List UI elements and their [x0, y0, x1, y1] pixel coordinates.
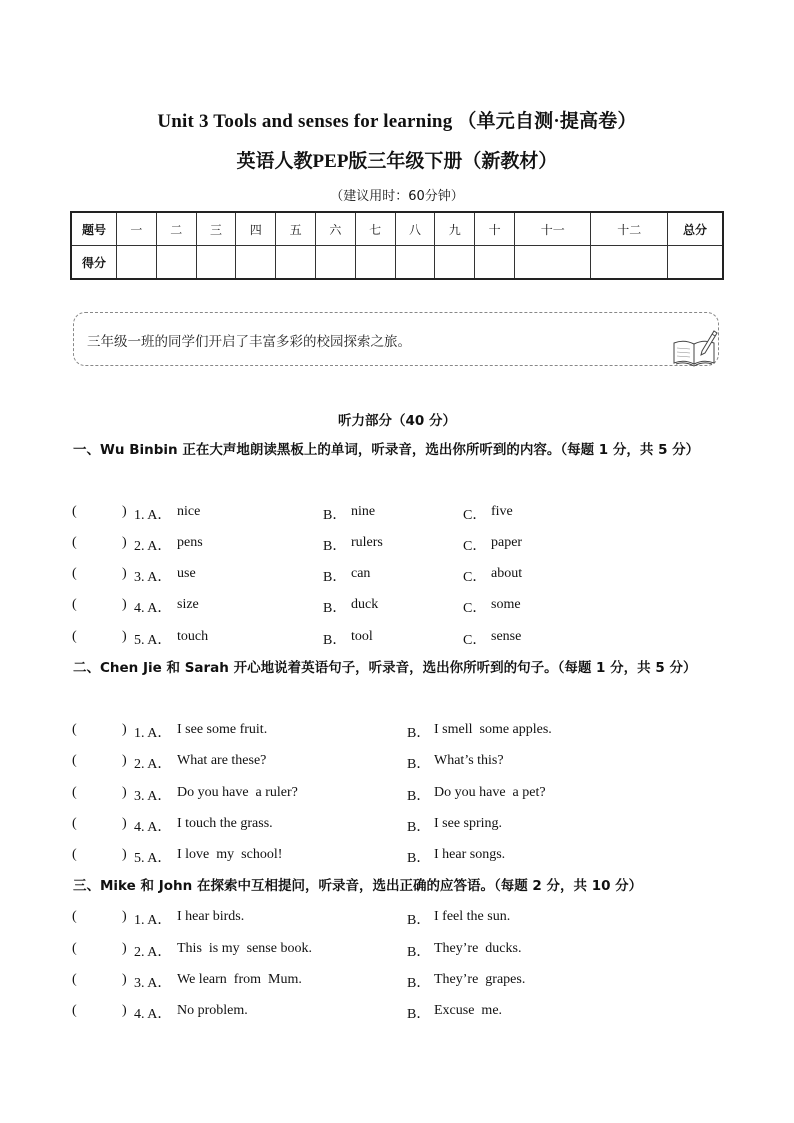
answer-paren-close: ): [122, 753, 127, 768]
answer-paren-close: ): [122, 941, 127, 956]
option-a: No problem.: [177, 1003, 248, 1018]
answer-paren-open[interactable]: (: [72, 785, 77, 800]
option-b: They’re ducks.: [434, 941, 522, 956]
score-cell[interactable]: [355, 246, 395, 280]
option-a: touch: [177, 629, 209, 644]
question-row: [72, 566, 732, 586]
option-a: I see some fruit.: [177, 722, 268, 737]
answer-paren-close: ): [122, 535, 127, 550]
answer-paren-open[interactable]: (: [72, 535, 77, 550]
question-number: 4. A．: [134, 1007, 172, 1022]
question-number: 3. A．: [134, 976, 172, 991]
option-b-label: B．: [407, 851, 431, 866]
question-number: 1. A．: [134, 508, 172, 523]
answer-paren-close: ): [122, 972, 127, 987]
answer-paren-close: ): [122, 785, 127, 800]
score-table-col: 八: [395, 212, 435, 246]
option-c: sense: [491, 629, 522, 644]
option-b-label: B．: [407, 945, 431, 960]
score-table-header-row: [71, 212, 723, 246]
answer-paren-open[interactable]: (: [72, 1003, 77, 1018]
question-number: 5. A．: [134, 851, 172, 866]
time-note: （建议用时：60分钟）: [330, 189, 464, 204]
option-b: duck: [351, 597, 379, 612]
score-table-row-label: 题号: [71, 212, 117, 246]
question-row: [72, 909, 732, 929]
answer-paren-open[interactable]: (: [72, 597, 77, 612]
question-row: [72, 972, 732, 992]
option-b-label: B．: [407, 820, 431, 835]
answer-paren-open[interactable]: (: [72, 722, 77, 737]
question-number: 3. A．: [134, 570, 172, 585]
score-cell[interactable]: [315, 246, 355, 280]
question-row: [72, 785, 732, 805]
answer-paren-open[interactable]: (: [72, 629, 77, 644]
page-subtitle: 英语人教PEP版三年级下册（新教材）: [236, 151, 558, 172]
option-a: I love my school!: [177, 847, 283, 862]
option-b: tool: [351, 629, 373, 644]
question-row: [72, 629, 732, 649]
option-a: pens: [177, 535, 203, 550]
answer-paren-open[interactable]: (: [72, 753, 77, 768]
option-b: I hear songs.: [434, 847, 506, 862]
question-number: 4. A．: [134, 820, 172, 835]
score-table-col: 九: [435, 212, 475, 246]
score-table-col: 一: [117, 212, 157, 246]
question-row: [72, 535, 732, 555]
option-c: paper: [491, 535, 523, 550]
option-b: rulers: [351, 535, 383, 550]
score-table: [70, 211, 724, 280]
question-number: 2. A．: [134, 757, 172, 772]
option-c-label: C．: [463, 633, 487, 648]
option-a: I touch the grass.: [177, 816, 273, 831]
answer-paren-open[interactable]: (: [72, 972, 77, 987]
score-table-col: 七: [355, 212, 395, 246]
option-a: use: [177, 566, 196, 581]
option-b-label: B．: [323, 633, 347, 648]
score-cell[interactable]: [196, 246, 236, 280]
option-b: I see spring.: [434, 816, 503, 831]
score-table-row-label: 得分: [71, 246, 117, 280]
option-c: five: [491, 504, 513, 519]
option-c-label: C．: [463, 601, 487, 616]
option-b-label: B．: [323, 508, 347, 523]
option-c: about: [491, 566, 523, 581]
option-c-label: C．: [463, 570, 487, 585]
score-table-col: 六: [315, 212, 355, 246]
option-c-label: C．: [463, 539, 487, 554]
answer-paren-close: ): [122, 847, 127, 862]
option-b: They’re grapes.: [434, 972, 526, 987]
score-cell[interactable]: [236, 246, 276, 280]
answer-paren-open[interactable]: (: [72, 941, 77, 956]
score-table-col: 四: [236, 212, 276, 246]
score-cell[interactable]: [475, 246, 515, 280]
section-2-title: 二、Chen Jie 和 Sarah 开心地说着英语句子，听录音，选出你所听到的句子。（每题 1 分，共 5 分）: [73, 660, 697, 676]
option-a: What are these?: [177, 753, 267, 768]
score-cell[interactable]: [117, 246, 157, 280]
answer-paren-open[interactable]: (: [72, 566, 77, 581]
score-cell[interactable]: [156, 246, 196, 280]
answer-paren-close: ): [122, 629, 127, 644]
option-c-label: C．: [463, 508, 487, 523]
score-table-col: 十一: [514, 212, 590, 246]
answer-paren-close: ): [122, 597, 127, 612]
question-number: 2. A．: [134, 539, 172, 554]
option-b-label: B．: [407, 913, 431, 928]
score-table-col-total: 总分: [668, 212, 724, 246]
option-b: can: [351, 566, 371, 581]
section-1-title: 一、Wu Binbin 正在大声地朗读黑板上的单词，听录音，选出你所听到的内容。（每题 1 分，共 5 分）: [73, 442, 700, 458]
page-title: Unit 3 Tools and senses for learning （单元自测·提高卷）: [157, 111, 637, 132]
option-b-label: B．: [323, 539, 347, 554]
option-b: Do you have a pet?: [434, 785, 546, 800]
answer-paren-close: ): [122, 566, 127, 581]
answer-paren-close: ): [122, 1003, 127, 1018]
option-a: We learn from Mum.: [177, 972, 302, 987]
answer-paren-open[interactable]: (: [72, 847, 77, 862]
option-b: I smell some apples.: [434, 722, 552, 737]
option-b-label: B．: [407, 789, 431, 804]
question-row: [72, 847, 732, 867]
answer-paren-open[interactable]: (: [72, 816, 77, 831]
option-b: nine: [351, 504, 376, 519]
score-cell[interactable]: [435, 246, 475, 280]
question-number: 4. A．: [134, 601, 172, 616]
question-row: [72, 597, 732, 617]
book-pen-icon: [672, 329, 718, 367]
listening-heading: 听力部分（40 分）: [338, 413, 456, 429]
option-b-label: B．: [407, 976, 431, 991]
answer-paren-close: ): [122, 816, 127, 831]
section-3-title: 三、Mike 和 John 在探索中互相提问，听录音，选出正确的应答语。（每题 2 分，共 10 分）: [73, 878, 643, 894]
option-b-label: B．: [323, 570, 347, 585]
answer-paren-open[interactable]: (: [72, 909, 77, 924]
score-cell-total[interactable]: [668, 246, 724, 280]
answer-paren-close: ): [122, 909, 127, 924]
option-b-label: B．: [323, 601, 347, 616]
option-b: What’s this?: [434, 753, 504, 768]
option-b: I feel the sun.: [434, 909, 511, 924]
option-a: This is my sense book.: [177, 941, 312, 956]
option-a: I hear birds.: [177, 909, 245, 924]
score-cell[interactable]: [514, 246, 590, 280]
question-number: 1. A．: [134, 726, 172, 741]
option-b: Excuse me.: [434, 1003, 503, 1018]
score-cell[interactable]: [395, 246, 435, 280]
option-a: size: [177, 597, 199, 612]
question-number: 2. A．: [134, 945, 172, 960]
score-table-col: 十: [475, 212, 515, 246]
option-a: Do you have a ruler?: [177, 785, 298, 800]
option-b-label: B．: [407, 1007, 431, 1022]
option-b-label: B．: [407, 757, 431, 772]
scenario-box: [73, 312, 719, 366]
score-table-col: 二: [156, 212, 196, 246]
score-cell[interactable]: [591, 246, 668, 280]
question-row: [72, 753, 732, 773]
option-a: nice: [177, 504, 201, 519]
option-b-label: B．: [407, 726, 431, 741]
answer-paren-open[interactable]: (: [72, 504, 77, 519]
option-c: some: [491, 597, 521, 612]
question-number: 5. A．: [134, 633, 172, 648]
question-row: [72, 1003, 732, 1023]
question-row: [72, 816, 732, 836]
score-table-score-row: [71, 246, 723, 280]
score-table-col: 三: [196, 212, 236, 246]
question-number: 3. A．: [134, 789, 172, 804]
question-row: [72, 504, 732, 524]
scenario-text: 三年级一班的同学们开启了丰富多彩的校园探索之旅。: [87, 334, 411, 350]
question-number: 1. A．: [134, 913, 172, 928]
question-row: [72, 722, 732, 742]
score-cell[interactable]: [276, 246, 316, 280]
score-table-col: 十二: [591, 212, 668, 246]
answer-paren-close: ): [122, 722, 127, 737]
score-table-col: 五: [276, 212, 316, 246]
answer-paren-close: ): [122, 504, 127, 519]
question-row: [72, 941, 732, 961]
